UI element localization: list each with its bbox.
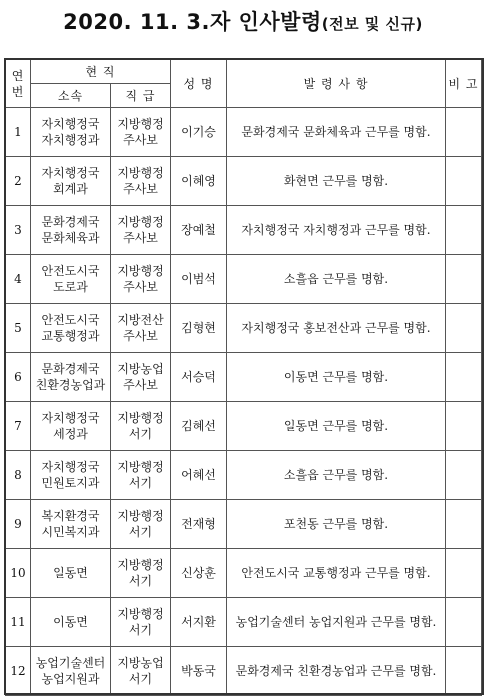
row-rank xyxy=(111,500,171,549)
personnel-order-table xyxy=(5,59,482,696)
row-note xyxy=(446,157,482,206)
rank-line: 지방행정 xyxy=(117,411,164,425)
department-line: 문화경제국 xyxy=(41,362,100,376)
row-department xyxy=(31,549,111,598)
table-row xyxy=(6,500,482,549)
row-order: 농업기술센터 농업지원과 근무를 명함. xyxy=(227,598,446,647)
row-rank xyxy=(111,353,171,402)
document-title xyxy=(0,6,486,36)
header-order: 발 령 사 항 xyxy=(227,60,446,108)
header-no xyxy=(6,60,31,108)
row-department xyxy=(31,255,111,304)
department-line: 문화체육과 xyxy=(41,231,100,245)
row-rank xyxy=(111,451,171,500)
row-name: 서승덕 xyxy=(171,353,227,402)
rank-line: 지방행정 xyxy=(117,509,164,523)
row-department xyxy=(31,500,111,549)
header-name: 성 명 xyxy=(171,60,227,108)
row-note xyxy=(446,549,482,598)
row-number: 9 xyxy=(6,500,31,549)
department-line: 민원토지과 xyxy=(41,476,100,490)
title-main: 2020. 11. 3.자 인사발령 xyxy=(63,10,322,34)
row-name: 어혜선 xyxy=(171,451,227,500)
row-rank xyxy=(111,647,171,696)
title-sub: (전보 및 신규) xyxy=(321,15,423,33)
rank-line: 지방행정 xyxy=(117,607,164,621)
row-rank xyxy=(111,255,171,304)
table-row xyxy=(6,647,482,696)
row-number: 12 xyxy=(6,647,31,696)
row-department xyxy=(31,647,111,696)
row-order: 안전도시국 교통행정과 근무를 명함. xyxy=(227,549,446,598)
row-rank xyxy=(111,402,171,451)
row-order: 문화경제국 문화체육과 근무를 명함. xyxy=(227,108,446,157)
rank-line: 지방행정 xyxy=(117,117,164,131)
row-number: 5 xyxy=(6,304,31,353)
department-line: 친환경농업과 xyxy=(35,378,106,392)
rank-line: 지방농업 xyxy=(117,656,164,670)
row-rank xyxy=(111,157,171,206)
department-line: 일동면 xyxy=(53,566,88,580)
rank-line: 지방전산 xyxy=(117,313,164,327)
table-row xyxy=(6,402,482,451)
row-name: 이범석 xyxy=(171,255,227,304)
row-name: 김혜선 xyxy=(171,402,227,451)
row-name: 이기승 xyxy=(171,108,227,157)
department-line: 이동면 xyxy=(53,615,88,629)
row-note xyxy=(446,353,482,402)
rank-line: 지방행정 xyxy=(117,558,164,572)
row-order: 화현면 근무를 명함. xyxy=(227,157,446,206)
department-line: 시민복지과 xyxy=(41,525,100,539)
row-order: 문화경제국 친환경농업과 근무를 명함. xyxy=(227,647,446,696)
department-line: 복지환경국 xyxy=(41,509,100,523)
department-line: 자치행정국 xyxy=(41,117,100,131)
department-line: 안전도시국 xyxy=(41,313,100,327)
row-number: 1 xyxy=(6,108,31,157)
row-department xyxy=(31,451,111,500)
row-number: 10 xyxy=(6,549,31,598)
department-line: 자치행정국 xyxy=(41,411,100,425)
rank-line: 서기 xyxy=(128,525,153,539)
row-name: 신상훈 xyxy=(171,549,227,598)
row-name: 이혜영 xyxy=(171,157,227,206)
rank-line: 지방행정 xyxy=(117,264,164,278)
row-number: 11 xyxy=(6,598,31,647)
department-line: 도로과 xyxy=(53,280,88,294)
row-rank xyxy=(111,598,171,647)
row-department xyxy=(31,353,111,402)
rank-line: 서기 xyxy=(128,672,153,686)
table-row xyxy=(6,157,482,206)
row-note xyxy=(446,402,482,451)
rank-line: 지방행정 xyxy=(117,460,164,474)
table-row xyxy=(6,549,482,598)
rank-line: 지방행정 xyxy=(117,166,164,180)
rank-line: 주사보 xyxy=(123,378,158,392)
row-name: 전재형 xyxy=(171,500,227,549)
table-body xyxy=(6,108,482,696)
row-note xyxy=(446,108,482,157)
rank-line: 지방행정 xyxy=(117,215,164,229)
rank-line: 주사보 xyxy=(123,133,158,147)
department-line: 안전도시국 xyxy=(41,264,100,278)
row-order: 포천동 근무를 명함. xyxy=(227,500,446,549)
rank-line: 주사보 xyxy=(123,280,158,294)
department-line: 자치행정국 xyxy=(41,460,100,474)
rank-line: 서기 xyxy=(128,623,153,637)
department-line: 세정과 xyxy=(53,427,88,441)
row-number: 7 xyxy=(6,402,31,451)
department-line: 농업기술센터 xyxy=(35,656,106,670)
row-rank xyxy=(111,304,171,353)
row-department xyxy=(31,598,111,647)
row-rank xyxy=(111,108,171,157)
row-note xyxy=(446,451,482,500)
row-number: 8 xyxy=(6,451,31,500)
row-name: 서지환 xyxy=(171,598,227,647)
row-order: 소흘읍 근무를 명함. xyxy=(227,451,446,500)
department-line: 농업지원과 xyxy=(41,672,100,686)
header-no-line2: 번 xyxy=(11,84,25,99)
table-row xyxy=(6,304,482,353)
department-line: 자치행정과 xyxy=(41,133,100,147)
row-name: 장예철 xyxy=(171,206,227,255)
row-note xyxy=(446,206,482,255)
row-note xyxy=(446,255,482,304)
table-row xyxy=(6,598,482,647)
rank-line: 주사보 xyxy=(123,182,158,196)
row-note xyxy=(446,500,482,549)
row-department xyxy=(31,108,111,157)
header-note: 비 고 xyxy=(446,60,482,108)
row-order: 일동면 근무를 명함. xyxy=(227,402,446,451)
department-line: 회계과 xyxy=(53,182,88,196)
row-name: 박동국 xyxy=(171,647,227,696)
row-name: 김형현 xyxy=(171,304,227,353)
row-note xyxy=(446,598,482,647)
row-department xyxy=(31,402,111,451)
row-department xyxy=(31,157,111,206)
department-line: 문화경제국 xyxy=(41,215,100,229)
row-department xyxy=(31,304,111,353)
table-row xyxy=(6,108,482,157)
department-line: 교통행정과 xyxy=(41,329,100,343)
row-order: 자치행정국 자치행정과 근무를 명함. xyxy=(227,206,446,255)
row-note xyxy=(446,304,482,353)
row-rank xyxy=(111,549,171,598)
table-row xyxy=(6,255,482,304)
table-row xyxy=(6,353,482,402)
header-no-line1: 연 xyxy=(11,68,25,83)
row-number: 4 xyxy=(6,255,31,304)
row-number: 3 xyxy=(6,206,31,255)
header-current-position: 현 직 xyxy=(31,60,171,84)
rank-line: 서기 xyxy=(128,476,153,490)
row-order: 소흘읍 근무를 명함. xyxy=(227,255,446,304)
row-order: 자치행정국 홍보전산과 근무를 명함. xyxy=(227,304,446,353)
header-rank: 직 급 xyxy=(111,84,171,108)
row-department xyxy=(31,206,111,255)
row-rank xyxy=(111,206,171,255)
header-dept: 소속 xyxy=(31,84,111,108)
rank-line: 서기 xyxy=(128,574,153,588)
rank-line: 주사보 xyxy=(123,329,158,343)
table-row xyxy=(6,206,482,255)
rank-line: 주사보 xyxy=(123,231,158,245)
row-number: 6 xyxy=(6,353,31,402)
row-order: 이동면 근무를 명함. xyxy=(227,353,446,402)
rank-line: 지방농업 xyxy=(117,362,164,376)
row-note xyxy=(446,647,482,696)
table-row xyxy=(6,451,482,500)
rank-line: 서기 xyxy=(128,427,153,441)
row-number: 2 xyxy=(6,157,31,206)
department-line: 자치행정국 xyxy=(41,166,100,180)
